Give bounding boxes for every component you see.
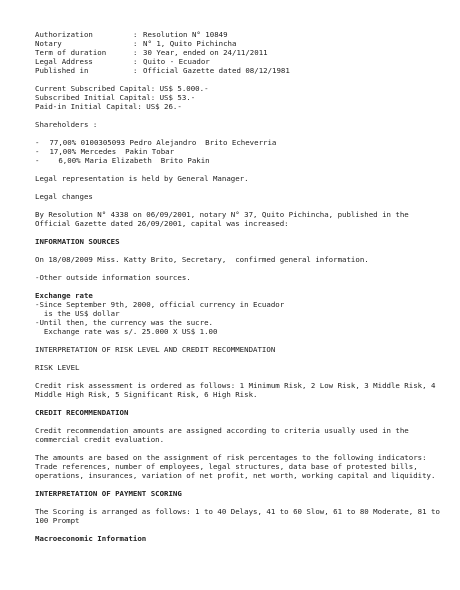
registry-separator: : [133, 57, 138, 66]
bullet: - [35, 147, 40, 156]
registry-value: N° 1, Quito Pichincha [143, 39, 237, 48]
exchange-rate-line: is the US$ dollar [35, 309, 120, 318]
registry-value: Quito - Ecuador [143, 57, 210, 66]
shareholder-text: 17,00% Mercedes Pakin Tobar [45, 147, 175, 156]
registry-value: Official Gazette dated 08/12/1981 [143, 66, 290, 75]
payment-scoring-text: The Scoring is arranged as follows: 1 to 40 Delays, 41 to 60 Slow, 61 to 80 Moderate, 81 to 100 Prompt [35, 507, 440, 525]
macroeconomic-heading: Macroeconomic Information [35, 534, 147, 543]
exchange-rate-heading: Exchange rate [35, 291, 93, 300]
credit-recommendation-heading: CREDIT RECOMMENDATION [35, 408, 129, 417]
report-page [35, 30, 440, 543]
exchange-rate-line: -Since September 9th, 2000, official currency in Ecuador [35, 300, 285, 309]
exchange-rate-line: -Until then, the currency was the sucre. [35, 318, 213, 327]
risk-level-text: Credit risk assessment is ordered as follows: 1 Minimum Risk, 2 Low Risk, 3 Middle Risk, 4 Middle High Risk, 5 Significant Risk, 6 High Risk. [35, 381, 436, 399]
registry-row [35, 57, 440, 66]
registry-value: Resolution N° 10849 [143, 30, 228, 39]
shareholder-text: 6,00% Maria Elizabeth Brito Pakin [45, 156, 210, 165]
registry-separator: : [133, 30, 138, 39]
legal-representation: Legal representation is held by General Manager. [35, 174, 249, 183]
credit-recommendation-paragraph: The amounts are based on the assignment of risk percentages to the following indicators: Trade references, number of employees, legal structures, data base of protested bills, operations, insurances, variation of net profit, net worth, working capital and liquidity. [35, 453, 436, 480]
registry-label: Authorization [35, 30, 93, 39]
legal-changes-text: By Resolution N° 4338 on 06/09/2001, notary N° 37, Quito Pichincha, published in the Official Gazette dated 26/09/2001, capital was increased: [35, 210, 409, 228]
registry-row [35, 48, 440, 57]
shareholder-text: 77,00% 0100305093 Pedro Alejandro Brito Echeverria [45, 138, 277, 147]
information-sources-heading: INFORMATION SOURCES [35, 237, 120, 246]
registry-value: 30 Year, ended on 24/11/2011 [143, 48, 268, 57]
shareholder-item [35, 156, 440, 165]
payment-scoring-heading: INTERPRETATION OF PAYMENT SCORING [35, 489, 182, 498]
paid-in-capital: Paid-in Initial Capital: US$ 26.- [35, 102, 182, 111]
information-sources-line: -Other outside information sources. [35, 273, 191, 282]
registry-label: Notary [35, 39, 62, 48]
registry-separator: : [133, 66, 138, 75]
shareholder-item [35, 147, 440, 156]
bullet: - [35, 138, 40, 147]
capital-block [35, 84, 440, 111]
current-capital: Current Subscribed Capital: US$ 5.000.- [35, 84, 209, 93]
registry-label: Published in [35, 66, 89, 75]
information-sources-line: On 18/08/2009 Miss. Katty Brito, Secretary, confirmed general information. [35, 255, 369, 264]
registry-block [35, 30, 440, 75]
registry-label: Term of duration [35, 48, 107, 57]
shareholders-block [35, 120, 440, 165]
registry-row [35, 30, 440, 39]
initial-capital: Subscribed Initial Capital: US$ 53.- [35, 93, 196, 102]
shareholder-item [35, 138, 440, 147]
registry-separator: : [133, 39, 138, 48]
risk-level-heading: RISK LEVEL [35, 363, 80, 372]
legal-changes-heading: Legal changes [35, 192, 93, 201]
credit-recommendation-paragraph: Credit recommendation amounts are assigned according to criteria usually used in the commercial credit evaluation. [35, 426, 409, 444]
registry-label: Legal Address [35, 57, 93, 66]
exchange-rate-line: Exchange rate was s/. 25.000 X US$ 1.00 [35, 327, 218, 336]
registry-row [35, 39, 440, 48]
risk-interpretation-heading: INTERPRETATION OF RISK LEVEL AND CREDIT RECOMMENDATION [35, 345, 276, 354]
shareholders-heading: Shareholders : [35, 120, 98, 129]
registry-row [35, 66, 440, 75]
registry-separator: : [133, 48, 138, 57]
bullet: - [35, 156, 40, 165]
